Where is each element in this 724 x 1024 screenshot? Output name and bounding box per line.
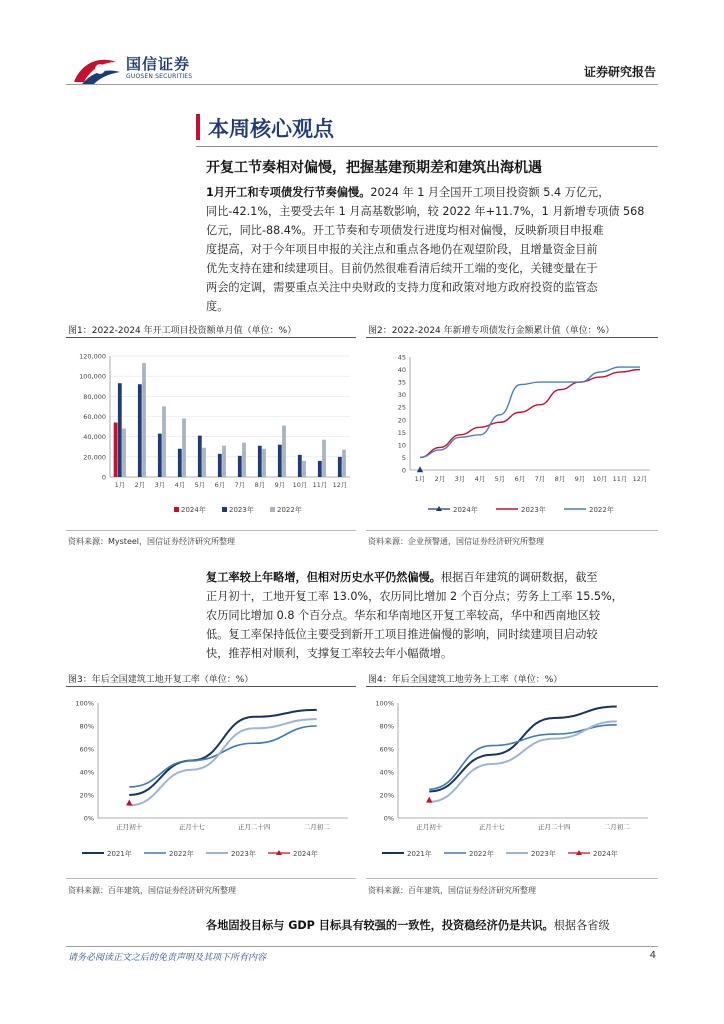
y-tick-label: 20,000 [83, 453, 106, 462]
y-tick-label: 5 [401, 453, 406, 462]
y-tick-label: 40 [397, 366, 406, 375]
x-tick-label: 4月 [474, 475, 486, 483]
bar [198, 436, 202, 477]
y-tick-label: 30 [397, 391, 406, 400]
legend-label: 2021年 [407, 850, 432, 858]
x-tick-label: 6月 [514, 475, 526, 483]
paragraph-line: 快，推荐相对顺利，支撑复工率较去年小幅微增。 [206, 647, 453, 660]
figure-2-title: 图2：2022-2024 年新增专项债发行金额累计值（单位：%） [368, 326, 615, 336]
figure-3-rule [66, 686, 356, 687]
x-tick-label: 1月 [414, 475, 426, 483]
y-tick-label: 0% [383, 814, 394, 823]
figure-1-bottom-rule [66, 530, 356, 531]
paragraph-line: 度提高，对于今年项目申报的关注点和重点各地仍在观望阶段，且增量资金目前 [206, 243, 598, 256]
series-line [429, 706, 617, 791]
bar [182, 419, 186, 477]
legend-label: 2023年 [231, 850, 256, 858]
guosen-logo-mark-icon [72, 52, 122, 86]
legend-swatch [174, 507, 179, 512]
legend-label: 2024年 [181, 506, 206, 514]
y-tick-label: 80% [379, 722, 394, 731]
figure-2-source: 资料来源：企业预警通，国信证券经济研究所整理 [368, 537, 544, 546]
figure-2-rule [366, 337, 658, 338]
legend-label: 2022年 [469, 850, 494, 858]
bar [302, 461, 306, 477]
y-tick-label: 80,000 [83, 392, 106, 401]
figure-2-chart [366, 340, 658, 522]
bar [298, 455, 302, 477]
x-tick-label: 5月 [494, 475, 506, 483]
legend-label: 2024年 [453, 506, 478, 514]
paragraph-text: 根据各省级 [553, 919, 610, 932]
x-tick-label: 二月初二 [303, 823, 330, 831]
x-tick-label: 3月 [154, 481, 166, 489]
page-number: 4 [649, 950, 656, 961]
legend-label: 2022年 [169, 850, 194, 858]
bar [118, 383, 122, 477]
bar [202, 448, 206, 477]
paragraph-line: 优先支持在建和续建项目。目前仍然很难看清后续开工端的变化，关键变量在于 [206, 262, 598, 275]
figure-4-source: 资料来源：百年建筑，国信证券经济研究所整理 [368, 886, 536, 895]
bar [262, 449, 266, 477]
bar [322, 440, 326, 477]
figure-1-title: 图1：2022-2024 年开工项目投资额单月值（单位：%） [68, 326, 297, 336]
series-line [429, 721, 617, 802]
bar [218, 454, 222, 477]
paragraph-lead: 复工率较上年略增，但相对历史水平仍然偏慢。 [206, 571, 441, 584]
figure-4-bottom-rule [366, 878, 658, 879]
series-marker [426, 797, 432, 803]
x-tick-label: 3月 [454, 475, 466, 483]
bar [318, 461, 322, 477]
figure-1-source: 资料来源：Mysteel，国信证券经济研究所整理 [68, 537, 236, 546]
paragraph-line [206, 568, 658, 587]
y-tick-label: 35 [397, 378, 406, 387]
y-tick-label: 15 [397, 428, 406, 437]
x-tick-label: 12月 [332, 481, 348, 489]
company-name-en: GUOSEN SECURITIES [126, 73, 193, 80]
y-tick-label: 100% [75, 699, 94, 708]
legend-label: 2024年 [293, 850, 318, 858]
y-tick-label: 20% [379, 791, 394, 800]
legend-label: 2022年 [277, 506, 302, 514]
series-line [129, 719, 317, 805]
figure-3-source: 资料来源：百年建筑，国信证券经济研究所整理 [68, 886, 236, 895]
x-tick-label: 8月 [254, 481, 266, 489]
paragraph-line: 亿元，同比-88.4%。开工节奏和专项债发行进度均相对偏慢，反映新项目申报难 [206, 224, 604, 237]
x-tick-label: 9月 [274, 481, 286, 489]
x-tick-label: 1月 [114, 481, 126, 489]
x-tick-label: 4月 [174, 481, 186, 489]
bar [122, 429, 126, 477]
footer-disclaimer: 请务必阅读正文之后的免责声明及其项下所有内容 [68, 953, 267, 963]
x-tick-label: 7月 [534, 475, 546, 483]
section-subtitle: 开复工节奏相对偏慢，把握基建预期差和建筑出海机遇 [206, 160, 542, 176]
y-tick-label: 100,000 [79, 372, 106, 381]
x-tick-label: 正月初十 [416, 823, 443, 831]
bar [238, 456, 242, 477]
bar [342, 450, 346, 477]
series-line [429, 725, 617, 789]
guosen-logo [72, 52, 222, 86]
section-title: 本周核心观点 [208, 117, 334, 141]
paragraph-text: 根据百年建筑的调研数据，截至 [440, 571, 598, 584]
bar [142, 363, 146, 477]
legend-label: 2023年 [531, 850, 556, 858]
legend-label: 2022年 [589, 506, 614, 514]
legend-swatch [270, 507, 275, 512]
x-tick-label: 二月初二 [603, 823, 630, 831]
x-tick-label: 7月 [234, 481, 246, 489]
paragraph-line: 两会的定调，需要重点关注中央财政的支持力度和政策对地方政府投资的监管态 [206, 281, 598, 294]
x-tick-label: 10月 [592, 475, 608, 483]
y-tick-label: 0% [83, 814, 94, 823]
series-marker [126, 800, 132, 806]
paragraph-line [206, 183, 658, 202]
paragraph-line: 低。复工率保持低位主要受到新开工项目推进偏慢的影响，同时续建项目启动较 [206, 628, 598, 641]
paragraph-line: 农历同比增加 0.8 个百分点。华东和华南地区开复工率较高，华中和西南地区较 [206, 609, 601, 622]
x-tick-label: 正月初十 [116, 823, 143, 831]
y-tick-label: 40% [379, 768, 394, 777]
x-tick-label: 8月 [554, 475, 566, 483]
y-tick-label: 0 [401, 466, 406, 475]
bar [158, 434, 162, 477]
y-tick-label: 20% [79, 791, 94, 800]
x-tick-label: 6月 [214, 481, 226, 489]
y-tick-label: 60% [79, 745, 94, 754]
x-tick-label: 11月 [312, 481, 328, 489]
bar [278, 445, 282, 477]
x-tick-label: 5月 [194, 481, 206, 489]
y-tick-label: 60% [379, 745, 394, 754]
paragraph-lead: 各地固投目标与 GDP 目标具有较强的一致性，投资稳经济仍是共识。 [206, 919, 554, 932]
legend-swatch [222, 507, 227, 512]
y-tick-label: 45 [397, 353, 406, 362]
bar [162, 406, 166, 477]
y-tick-label: 120,000 [79, 352, 106, 361]
figure-4-chart [366, 690, 658, 874]
figure-1-rule [66, 337, 356, 338]
x-tick-label: 2月 [434, 475, 446, 483]
footer-divider [66, 946, 658, 947]
x-tick-label: 2月 [134, 481, 146, 489]
paragraph-1 [206, 183, 658, 316]
bar [114, 423, 118, 477]
figure-2-bottom-rule [366, 530, 658, 531]
paragraph-3 [206, 916, 658, 935]
x-tick-label: 正月十七 [178, 823, 205, 831]
y-tick-label: 60,000 [83, 413, 106, 421]
figure-1-chart [66, 340, 358, 522]
figure-4-title: 图4：年后全国建筑工地劳务上工率（单位：%） [368, 675, 563, 685]
bar [258, 446, 262, 477]
paragraph-lead: 1月开工和专项债发行节奏偏慢。 [206, 186, 371, 199]
legend-label: 2023年 [521, 506, 546, 514]
bar [222, 446, 226, 477]
report-type-label: 证券研究报告 [583, 65, 656, 79]
series-marker [417, 466, 423, 472]
section-divider [196, 146, 658, 147]
paragraph-line: 同比-42.1%，主要受去年 1 月高基数影响，较 2022 年+11.7%，1 月新增专项债 568 [206, 205, 645, 218]
x-tick-label: 正月二十四 [238, 823, 271, 831]
bar [338, 457, 342, 477]
figure-3-title: 图3：年后全国建筑工地开复工率（单位：%） [68, 675, 254, 685]
y-tick-label: 20 [397, 416, 406, 425]
bar [242, 443, 246, 477]
legend-label: 2021年 [107, 850, 132, 858]
x-tick-label: 10月 [292, 481, 308, 489]
legend-label: 2023年 [229, 506, 254, 514]
paragraph-line [206, 916, 658, 935]
x-tick-label: 12月 [632, 475, 648, 483]
paragraph-2 [206, 568, 658, 663]
bar [138, 384, 142, 477]
y-tick-label: 0 [101, 473, 106, 482]
figure-3-chart [66, 690, 358, 874]
y-tick-label: 10 [397, 441, 406, 450]
y-tick-label: 40% [79, 768, 94, 777]
figure-3-bottom-rule [66, 878, 356, 879]
x-tick-label: 9月 [574, 475, 586, 483]
legend-label: 2024年 [593, 850, 618, 858]
y-tick-label: 25 [397, 403, 406, 412]
y-tick-label: 80% [79, 722, 94, 731]
section-title-accent [196, 114, 200, 140]
paragraph-text: 2024 年 1 月全国开工项目投资额 5.4 万亿元， [370, 186, 610, 199]
figure-4-rule [366, 686, 658, 687]
bar [282, 426, 286, 477]
x-tick-label: 正月十七 [478, 823, 505, 831]
company-name-cn: 国信证券 [126, 55, 191, 73]
paragraph-line: 正月初十，工地开复工率 13.0%，农历同比增加 2 个百分点；劳务上工率 15.5%， [206, 590, 623, 603]
y-tick-label: 100% [375, 699, 394, 708]
series-line [420, 367, 640, 457]
header-divider [66, 84, 658, 85]
x-tick-label: 正月二十四 [538, 823, 571, 831]
bar [178, 449, 182, 477]
y-tick-label: 40,000 [83, 433, 106, 442]
paragraph-line: 度。 [206, 300, 229, 313]
x-tick-label: 11月 [612, 475, 628, 483]
series-line [129, 726, 317, 787]
